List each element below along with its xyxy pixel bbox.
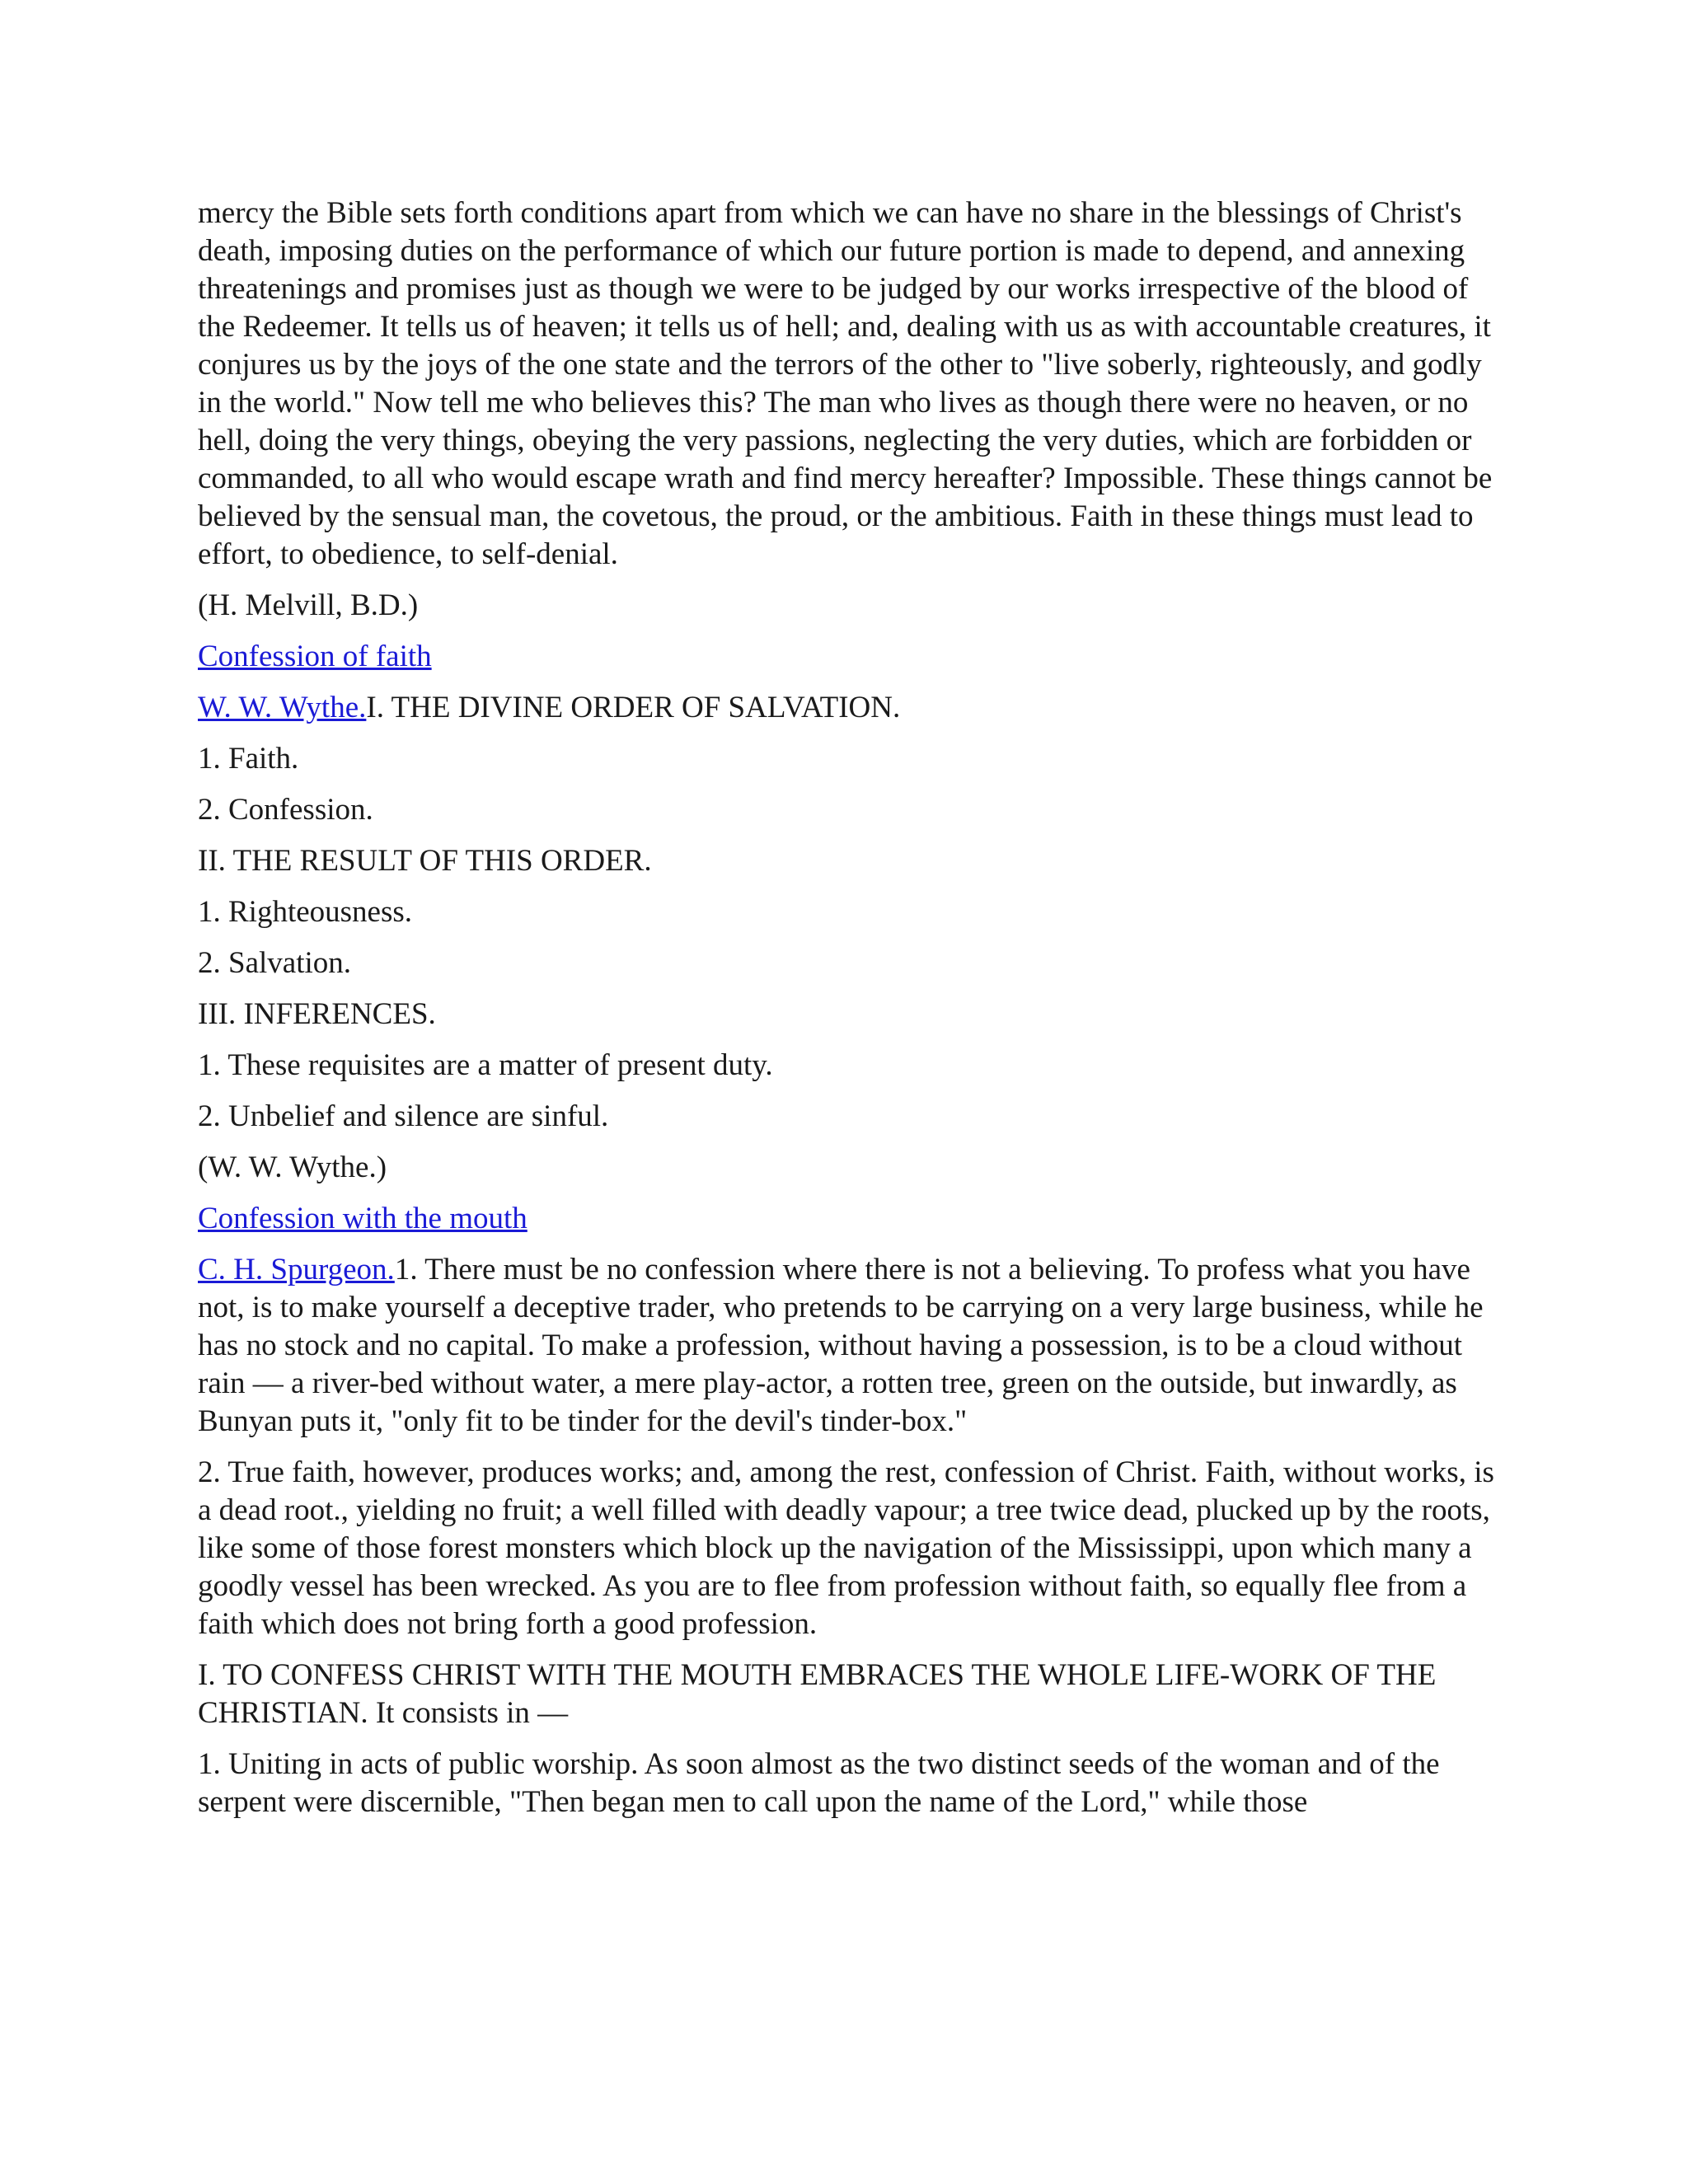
list-item-unbelief: 2. Unbelief and silence are sinful. [198, 1099, 609, 1133]
link-confession-with-mouth[interactable]: Confession with the mouth [198, 1202, 528, 1235]
text-divine-order: I. THE DIVINE ORDER OF SALVATION. [366, 691, 901, 724]
list-item-righteousness: 1. Righteousness. [198, 895, 413, 929]
heading-confession-with-mouth [198, 1200, 1500, 1238]
heading-result-of-order: II. THE RESULT OF THIS ORDER. [198, 844, 652, 878]
document-page [198, 194, 1500, 1835]
heading-inferences: III. INFERENCES. [198, 997, 436, 1031]
link-confession-of-faith[interactable]: Confession of faith [198, 640, 432, 673]
heading-confess-christ: I. TO CONFESS CHRIST WITH THE MOUTH EMBRACES THE WHOLE LIFE-WORK OF THE CHRISTIAN. It consists in — [198, 1658, 1437, 1730]
list-item-confession: 2. Confession. [198, 793, 373, 827]
heading-confession-of-faith [198, 638, 1500, 676]
text-spurgeon-point-1: 1. There must be no confession where there is not a believing. To profess what you have not, is to make yourself a deceptive trader, who pretends to be carrying on a very large business, while he has no stock and no capital. To make a profession, without having a possession, is to be a cloud without rain — a river-bed without water, a mere play-actor, a rotten tree, green on the outside, but inwardly, as Bunyan puts it, "only fit to be tinder for the devil's tinder-box." [198, 1253, 1484, 1438]
list-item-present-duty: 1. These requisites are a matter of present duty. [198, 1048, 773, 1082]
list-item-faith: 1. Faith. [198, 742, 299, 776]
attribution-melvill: (H. Melvill, B.D.) [198, 588, 419, 622]
paragraph-public-worship: 1. Uniting in acts of public worship. As soon almost as the two distinct seeds of the woman and of the serpent were discernible, "Then began men to call upon the name of the Lord," while those [198, 1747, 1440, 1819]
paragraph-wythe-order [198, 689, 1500, 727]
attribution-wythe: (W. W. Wythe.) [198, 1151, 387, 1184]
link-author-wythe[interactable]: W. W. Wythe. [198, 691, 367, 724]
paragraph-melvill-faith: mercy the Bible sets forth conditions apart from which we can have no share in the blessings of Christ's death, imposing duties on the performance of which our future portion is made to depend, and annexing threatenings and promises just as though we were to be judged by our works irrespective of the blood of the Redeemer. It tells us of heaven; it tells us of hell; and, dealing with us as with accountable creatures, it conjures us by the joys of the one state and the terrors of the other to "live soberly, righteously, and godly in the world." Now tell me who believes this? The man who lives as though there were no heaven, or no hell, doing the very things, obeying the very passions, neglecting the very duties, which are forbidden or commanded, to all who would escape wrath and find mercy hereafter? Impossible. These things cannot be believed by the sensual man, the covetous, the proud, or the ambitious. Faith in these things must lead to effort, to obedience, to self-denial. [198, 196, 1493, 571]
paragraph-spurgeon-2: 2. True faith, however, produces works; and, among the rest, confession of Christ. Faith, without works, is a dead root., yielding no fruit; a well filled with deadly vapour; a tree twice dead, plucked up by the roots, like some of those forest monsters which block up the navigation of the Mississippi, upon which many a goodly vessel has been wrecked. As you are to flee from profession without faith, so equally flee from a faith which does not bring forth a good profession. [198, 1455, 1494, 1641]
link-author-spurgeon[interactable]: C. H. Spurgeon. [198, 1253, 395, 1286]
list-item-salvation: 2. Salvation. [198, 946, 352, 980]
paragraph-spurgeon-1 [198, 1251, 1500, 1441]
